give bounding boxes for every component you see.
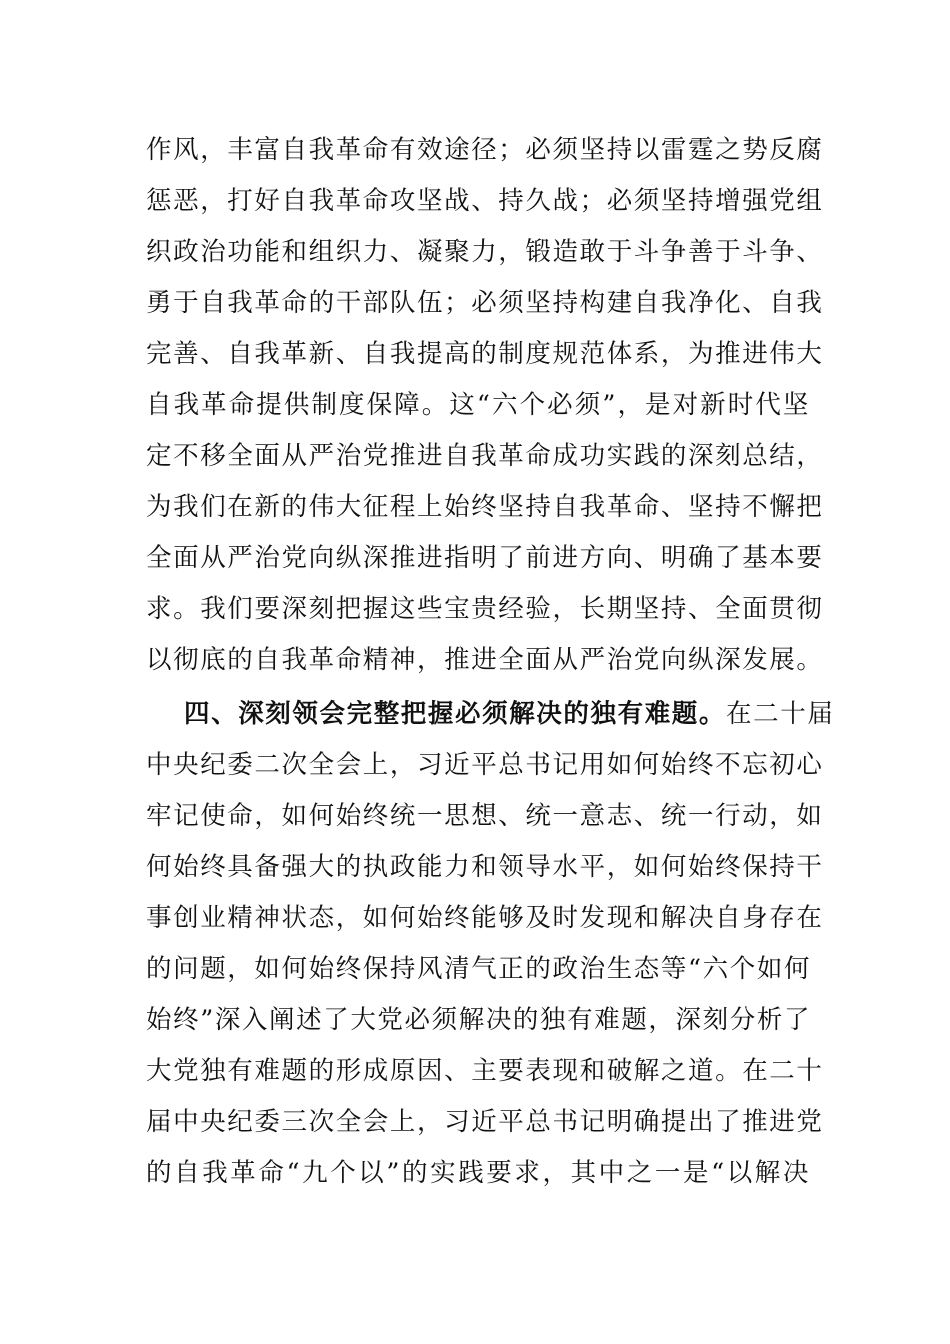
text-line: 完善、自我革新、自我提高的制度规范体系，为推进伟大	[146, 339, 824, 369]
text-line: 勇于自我革命的干部队伍；必须坚持构建自我净化、自我	[146, 288, 824, 318]
text-line: 以彻底的自我革命精神，推进全面从严治党向纵深发展。	[146, 645, 824, 675]
text-line: 为我们在新的伟大征程上始终坚持自我革命、坚持不懈把	[146, 492, 824, 522]
text-line: 大党独有难题的形成原因、主要表现和破解之道。在二十	[146, 1056, 824, 1086]
text-line: 作风，丰富自我革命有效途径；必须坚持以雷霆之势反腐	[146, 135, 824, 165]
heading-continuation: 在二十届	[726, 699, 835, 729]
section-heading-line	[146, 689, 835, 740]
paragraph-six-musts	[146, 125, 824, 686]
text-line: 的自我革命“九个以”的实践要求，其中之一是“以解决	[146, 1158, 810, 1188]
text-line: 定不移全面从严治党推进自我革命成功实践的深刻总结，	[146, 441, 824, 471]
section-heading: 四、深刻领会完整把握必须解决的独有难题。	[184, 699, 727, 729]
text-line: 自我革命提供制度保障。这“六个必须”，是对新时代坚	[146, 390, 810, 420]
text-line: 织政治功能和组织力、凝聚力，锻造敢于斗争善于斗争、	[146, 237, 824, 267]
text-line: 事创业精神状态，如何始终能够及时发现和解决自身存在	[146, 903, 824, 933]
text-line: 求。我们要深刻把握这些宝贵经验，长期坚持、全面贯彻	[146, 594, 824, 624]
text-line: 全面从严治党向纵深推进指明了前进方向、明确了基本要	[146, 543, 824, 573]
text-line: 何始终具备强大的执政能力和领导水平，如何始终保持干	[146, 852, 824, 882]
text-line: 惩恶，打好自我革命攻坚战、持久战；必须坚持增强党组	[146, 186, 824, 216]
text-line: 始终”深入阐述了大党必须解决的独有难题，深刻分析了	[146, 1005, 812, 1035]
text-line: 中央纪委二次全会上，习近平总书记用如何始终不忘初心	[146, 750, 824, 780]
text-line: 牢记使命，如何始终统一思想、统一意志、统一行动，如	[146, 801, 824, 831]
text-line: 的问题，如何始终保持风清气正的政治生态等“六个如何	[146, 954, 812, 984]
paragraph-unique-problems	[146, 689, 835, 1199]
text-line: 届中央纪委三次全会上，习近平总书记明确提出了推进党	[146, 1107, 824, 1137]
